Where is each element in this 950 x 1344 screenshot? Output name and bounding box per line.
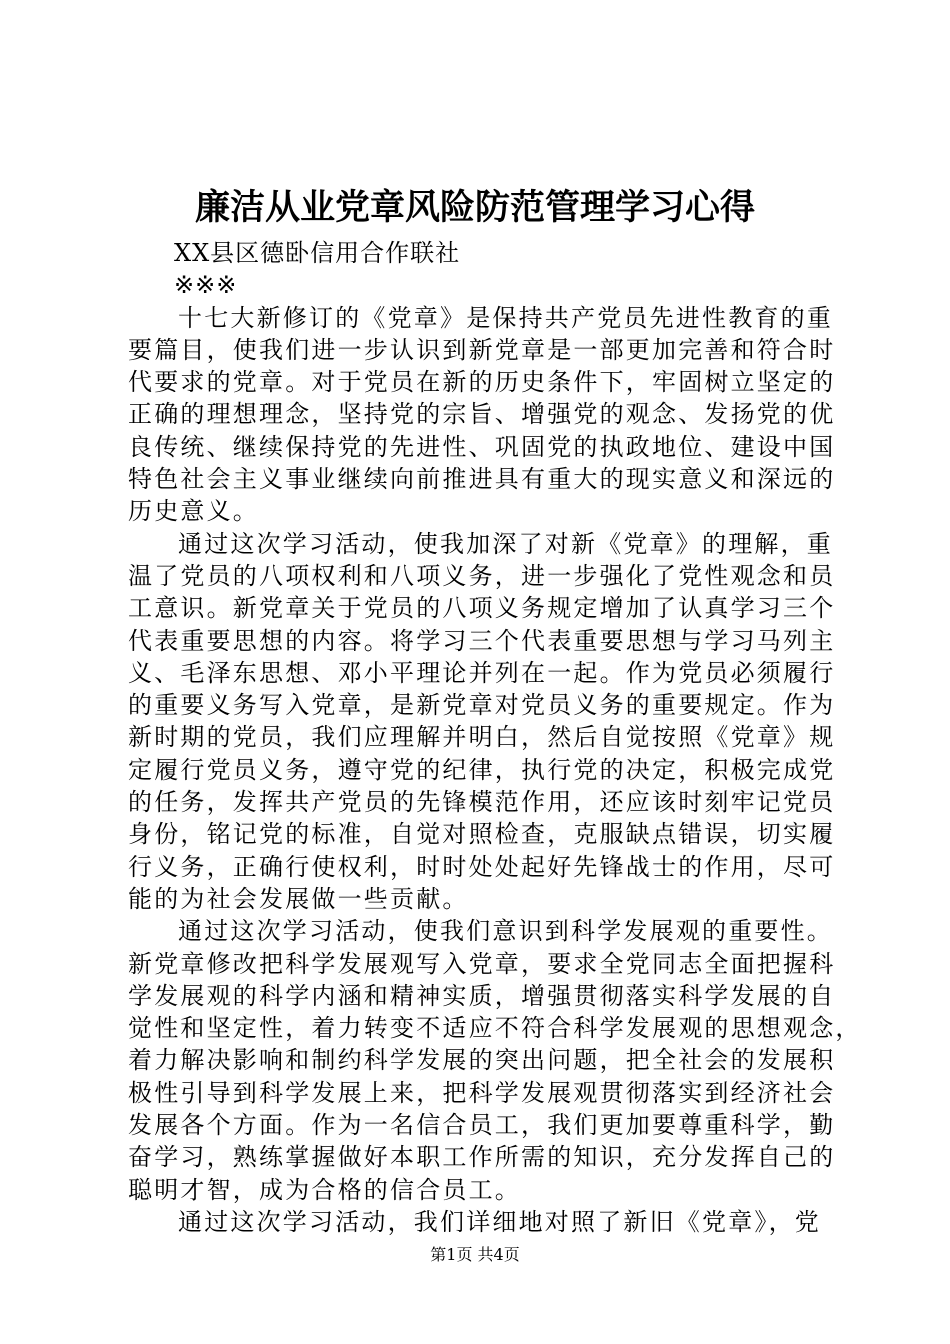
document-body <box>128 237 862 1238</box>
paragraph-line: 新时期的党员，我们应理解并明白，然后自觉按照《党章》规 <box>128 723 836 752</box>
paragraph-line: 正确的理想理念，坚持党的宗旨、增强党的观念、发扬党的优 <box>128 400 836 429</box>
paragraph-line: 温了党员的八项权利和八项义务，进一步强化了党性观念和员 <box>128 561 836 590</box>
paragraph-line: 定履行党员义务，遵守党的纪律，执行党的决定，积极完成党 <box>128 755 836 784</box>
paragraph-line: 代表重要思想的内容。将学习三个代表重要思想与学习马列主 <box>128 626 836 655</box>
paragraph-line: 奋学习，熟练掌握做好本职工作所需的知识，充分发挥自己的 <box>128 1143 836 1172</box>
paragraph-line: 工意识。新党章关于党员的八项义务规定增加了认真学习三个 <box>128 594 836 623</box>
organization-line: XX县区德卧信用合作联社 <box>174 239 461 267</box>
paragraph-line: 义、毛泽东思想、邓小平理论并列在一起。作为党员必须履行 <box>128 658 836 687</box>
paragraph-line: 觉性和坚定性，着力转变不适应不符合科学发展观的思想观念， <box>128 1014 862 1043</box>
document-title: 廉洁从业党章风险防范管理学习心得 <box>194 187 755 228</box>
paragraph-line: 的重要义务写入党章，是新党章对党员义务的重要规定。作为 <box>128 691 836 720</box>
paragraph-line: 历史意义。 <box>128 497 259 526</box>
paragraph-line: 极性引导到科学发展上来，把科学发展观贯彻落实到经济社会 <box>128 1078 836 1107</box>
paragraph-line: 行义务，正确行使权利，时时处处起好先锋战士的作用，尽可 <box>128 852 836 881</box>
paragraph-line: 良传统、继续保持党的先进性、巩固党的执政地位、建设中国 <box>128 432 836 461</box>
paragraph-line: 发展各个方面。作为一名信合员工，我们更加要尊重科学，勤 <box>128 1111 836 1140</box>
paragraph-line: 要篇目，使我们进一步认识到新党章是一部更加完善和符合时 <box>128 335 836 364</box>
paragraph-line: 通过这次学习活动，使我加深了对新《党章》的理解，重 <box>178 529 833 558</box>
paragraph-line: 能的为社会发展做一些贡献。 <box>128 884 469 913</box>
paragraph-line: 学发展观的科学内涵和精神实质，增强贯彻落实科学发展的自 <box>128 981 836 1010</box>
paragraph-line: 聪明才智，成为合格的信合员工。 <box>128 1175 521 1204</box>
paragraph-line: 新党章修改把科学发展观写入党章，要求全党同志全面把握科 <box>128 949 836 978</box>
author-line: ※※※ <box>174 271 238 300</box>
paragraph-line: 身份，铭记党的标准，自觉对照检查，克服缺点错误，切实履 <box>128 820 836 849</box>
paragraph-line: 的任务，发挥共产党员的先锋模范作用，还应该时刻牢记党员 <box>128 788 836 817</box>
paragraph-line: 着力解决影响和制约科学发展的突出问题，把全社会的发展积 <box>128 1046 836 1075</box>
paragraph-line: 特色社会主义事业继续向前推进具有重大的现实意义和深远的 <box>128 465 836 494</box>
paragraph-line: 通过这次学习活动，我们详细地对照了新旧《党章》，党 <box>178 1207 821 1236</box>
paragraph-line: 代要求的党章。对于党员在新的历史条件下，牢固树立坚定的 <box>128 368 836 397</box>
page-footer: 第1页 共4页 <box>430 1245 520 1264</box>
paragraph-line: 通过这次学习活动，使我们意识到科学发展观的重要性。 <box>178 917 833 946</box>
paragraph-line: 十七大新修订的《党章》是保持共产党员先进性教育的重 <box>178 303 833 332</box>
